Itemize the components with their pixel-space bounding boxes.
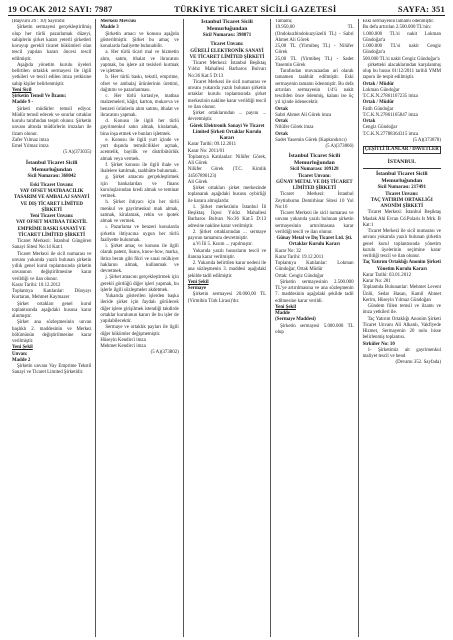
text-block: Ortak / Müdür [362, 81, 395, 87]
text-block: VAY OFSET MATBAA TEKSTİL EMPRİME BASKI SANAYİ VE TİCARET LİMİTED ŞİRKETİ [15, 220, 88, 238]
text-block: TAÇ YATIRIM ORTAKLIĞI ANONİM ŞİRKETİ [370, 197, 433, 209]
text-block: Emel Yılmaz imza [12, 144, 49, 149]
text-block: Bu defa artırılan 2.500.000 TL'nin: [362, 25, 431, 31]
text-block: Ortak [275, 131, 288, 137]
text-block: Toplantıya Katılanlar: Lokman Gündoğar, Ortak Müdür [275, 261, 354, 273]
text-block: Ortak / Müdür [362, 100, 395, 106]
text-block: i. Şirket amaç ve konusu ile ilgili olarak patent, lisans, know-how, marka, ihtira beratı gibi fikri ve sınai mülkiyet haklarını almak, kullanmak ve devretmek. [100, 244, 179, 274]
text-block: Zafer Yılmaz imza [12, 137, 49, 143]
text-block: şirketteki alacaklarından karşılanmış olup bu husus 01/12/2011 tarihli YMM raporu ile tespit edilmiştir. [362, 62, 441, 81]
text-block: Eski Ticaret Unvanı: [29, 182, 74, 188]
text-block: Yeni Sicil [12, 87, 32, 93]
text-block: a.Vi İli 5. Kısım ... yapılmıştır. [192, 242, 253, 248]
text-block: Yeni Şekil [187, 279, 209, 285]
text-block: Yeni Ticaret Unvanı: [29, 214, 74, 219]
text-block: Nilüfer Görek (T.C. Kimlik 34567890123) [187, 167, 267, 179]
text-block: Şirket ortaklarından ... payını ... devretmiştir. [187, 111, 267, 123]
text-block: GÜRELİ ELEKTRONİK SANAYİ VE TİCARET LİMİTED ŞİRKETİ [189, 48, 265, 60]
text-block: Ticaret Merkezi ile sicil numarası ve unvanı yukarıda yazılı bulunan şirketin yıllık genel kurul toplantısında şirketin unvanının değiştirilmesine karar verildiği ve ilan olunur. [12, 251, 92, 282]
text-block: Şirketin sermayesi 20.000,00 TL (Yirmibin Türk Lirası)'dır. [187, 292, 267, 304]
gazette-title: TÜRKİYE TİCARET SİCİLİ GAZETESİ [174, 3, 337, 14]
text-block [363, 168, 441, 169]
text-block: Taç Yatırım Ortaklığı Anonim Şirketi Yönetim Kurulu Kararı [362, 260, 441, 272]
text-block: T.C.K.N.27861167235 imza [362, 94, 418, 99]
text-block: Ortak [362, 119, 376, 124]
text-block: Şirketin amacı ve konusu aşağıda gösterilmiştir. Şirket bu amaç ve konularda faaliyette bulunabilir. [100, 31, 179, 49]
text-block: Ortak: Cengiz Gündoğar [275, 273, 324, 279]
text-block: 1- Şirketimiz ait gayrimenkul maliyet tescil ve bend [362, 347, 441, 359]
text-block: Ticaret Merkezi ile sicil numarası ve unvanı yukarıda yazılı bulunan şirketin ortaklar kurulu toplantısında şirket merkezinin nakline karar verildiği tescil ve ilan olunur. [187, 79, 267, 110]
text-block: Aşağıda yönetim kurulu üyeleri belirtilen ortaklık sermayesi ile ilgili yetkileri ve tescil edilen imza yetkisine sahip kişiler belirlenmiştir. [12, 62, 92, 87]
text-block: Ticaret Unvanı: [297, 173, 331, 179]
text-block: T.C.K.N.27788364315 imza [362, 131, 419, 137]
text-block: Karar Tarihi: 03.01.2012 [362, 272, 412, 278]
text-block: (5 A)(373035) [63, 150, 92, 156]
text-block: f. Şirket konusu ile ilgili ihale ve ihalelere katılmak, taahhütte bulunmak. [100, 162, 179, 174]
text-block: 25,00 TL (Yirmibeş TL) - Sadet Yasemin Görek [275, 56, 354, 68]
text-block: 2. Yukarıda belirtilen karar nedeni ile ana sözleşmenin 3. maddesi aşağıdaki şekilde tadil edilmiştir. [187, 261, 267, 279]
text-block: (5 A)(373802) [150, 350, 179, 356]
text-block: h. Şirket ihtiyacı için her türlü menkul ve gayrimenkul malı almak, satmak, kiralamak, rehin ve ipotek almak ve vermek. [100, 200, 179, 224]
text-block: Sicil Numarası: 398071 [202, 33, 252, 38]
text-block: Şirket ana sözleşmesinin unvan başlıklı 2. maddesinin ve Merkez bölümünün değiştirilmesine karar verilmiştir. [12, 320, 92, 344]
text-block: e. Konusu ile ilgili yurt içinde ve yurt dışında temsilcilikler açmak, acentelik, bayilik ve distribütörlük almak veya vermek. [100, 137, 179, 162]
text-block: Mehmet Kendirci imza [100, 344, 146, 349]
text-block: Toplantıya Katılanlar: Dünyayı Kurtaran, Mehmet Kaymazer [12, 289, 92, 301]
text-block: Ortak [275, 106, 288, 112]
text-block: Ticaret Merkezi: İstanbul Zeytinburnu Demirhisar Sitesi 10 Yol No:16 [275, 192, 354, 210]
text-block: Ticaret Merkezi: İstanbul Beşiktaş Maslak Ahi Evran Cd.Polaris Is Mrk. B Kat:1 [362, 210, 441, 228]
text-block: Tarafından muvazaadan ari olarak tamamen taahhüt edilmiştir. Eski sermayenin tamamı ödenmiştir. Bu defa artırılan sermayenin 1/4'ü nakit tescilden önce ödenmiş, kalanı ise üç yıl içinde ödenecektir. [275, 69, 354, 106]
text-block: 25,00 TL (Yirmibeş TL) - Nilüfer Görek [275, 44, 354, 56]
text-block: İstanbul Ticaret Sicili Memurluğundan [375, 171, 428, 185]
text-block: T.C.K.N.27861165847 imza [362, 112, 418, 118]
text-block: (Devamı 352. Sayfada) [395, 360, 441, 366]
text-block: Ticaret Unvanı: [385, 191, 419, 197]
text-block: Unvan: [12, 351, 28, 357]
text-block: Merkezi Mevcuu [100, 19, 136, 24]
text-block: Sirküler No: 10 [362, 341, 395, 347]
text-block: Yukarıda yazılı hususların tescil ve ilanına karar verilmiştir. [187, 248, 267, 260]
text-block: Ticaret Merkezi: İstanbul Beşiktaş Yıldız Mahallesi Barbaros Bulvarı No:36 Kat:5 D:13 [187, 61, 267, 79]
text-block: Şirket ortakları şirket merkezinde toplanarak aşağıdaki hususu oybirliği ile karara almışlardır. [187, 186, 267, 204]
column-1 [8, 19, 95, 637]
text-block: Şirketin sermayesinin 2.500.000 TL'ye artırılmasına ve ana sözleşmenin 7. maddesinin aşağıdaki şekilde tadil edilmesine karar verildi. [275, 279, 354, 304]
text-block: ÇEŞİTLİ İLANLAR / DAVETLER [363, 146, 441, 154]
text-block: Fatih Gündoğar [362, 106, 394, 112]
text-block: Toplantıya Katılanlar: Nilüfer Görek, Ali Görek [187, 154, 267, 166]
header-rule [8, 15, 445, 16]
text-block: Şirketi müdürler temsil ediyor. Müdür temsil edecek ve sınırlar ortaklar kurulu tarafından tespit olunur. Şirketin unvanı altında müdürlerin imzaları ile ilzam olunur. [12, 106, 92, 137]
text-block: 1. Şirket merkezinin İstanbul İli Beşiktaş İlçesi Yıldız Mahallesi Barbaros Bulvarı No:36 Kat:5 D:13 adresine nakline karar verilmiştir. [187, 204, 267, 229]
text-block: Karar No: 32 [275, 248, 301, 254]
text-block: Şirketin Temsil Ve İlzamı: [12, 94, 67, 99]
column-2 [95, 19, 182, 637]
text-block: (Sermaye Maddesi) [275, 317, 316, 323]
text-block: Hüseyin Kendirci imza [100, 337, 146, 343]
text-block: Şirketin sermayesi gerçekleştirilmiş olup her türlü pazarlamak düzeyi, sahiplerin şirket kararı yeterli şirketleri koruyup gerekli ticaret hükümleri olan tescil yapılan kararı öncesi tescil edilmiştir. [12, 25, 92, 62]
text-block: g. Şirket amacını gerçekleştirmek için bankalardan ve finans kuruluşlarından kredi almak ve teminat vermek. [100, 175, 179, 199]
column-3 [183, 19, 270, 637]
text-block: Şirketin unvanı Vay Emprime Tekstil Sanayi ve Ticaret Limited Şirketidir. [12, 364, 92, 376]
text-block: d. Konusu ile ilgili her türlü gayrimenkul satın almak, kiralamak, bina inşa etmek ve bunları işletmek. [100, 119, 179, 137]
text-block: Sicil Numarası: 217491 [377, 185, 426, 191]
text-block: Yeni Şekil [275, 304, 296, 310]
text-block: GÜNAY METAL VE DIŞ TİCARET LİMİTED ŞİRKETİ [276, 179, 353, 191]
text-block: VAY OFSET MATBAACILIK TASARIM VE AMBALAJ SANAYİ VE DIŞ TİCARET LİMİTED ŞİRKETİ [14, 189, 90, 213]
text-block: İstanbul Ticaret Sicili Memurluğundan [25, 159, 78, 173]
text-block: Gündem fiilen temsil ve ilzamı ve imza yetkileri ile. [362, 304, 441, 316]
text-block: Yukarıda gösterilen işlerden başka ileride şirket için faydalı görülecek diğer işlere girişilmek istendiği takdirde ortaklar kurulunun kararı ile bu işler de yapılabilecektir. [100, 294, 179, 324]
text-block: (5 A)(373866) [325, 144, 354, 149]
text-block: ı. Pazarlama ve benzeri konularda şirketin ihtiyacına uygun her türlü faaliyette bulunmak. [100, 225, 179, 243]
text-block: Şirket ortakları genel kurul toplantısında aşağıdaki hususa karar alınmıştır. [12, 301, 92, 319]
page-number: SAYFA: 351 [397, 3, 445, 14]
text-block: Cengiz Gündoğar [362, 125, 398, 131]
text-block: Ortak [275, 119, 288, 124]
text-block: Madde 9 - [12, 100, 34, 106]
text-block: Ticaret Merkezi ile sicil numarası ve unvanı yukarıda yazılı bulunan şirketin sermayesinin artırılmasına karar verildiği tescil ve ilan olunur. [275, 211, 354, 235]
text-block: Günay Metal ve Dış Ticaret Ltd. Şti. Ortaklar Kurulu Kararı [276, 236, 353, 248]
text-block: Yeni Şekil [12, 345, 33, 351]
text-block: 1.000.000 TL'si nakit Lokman Gündoğar'a [362, 31, 441, 43]
text-block: Sadet Yasemin Görek (Kapkındırıcı) [275, 137, 347, 143]
text-block: Lokman Gündoğar [362, 87, 400, 93]
text-block: (Başvuru 26 : 10) Sayılıdır. [12, 19, 66, 24]
text-block: 1.000.000 TL'si nakit Cengiz Gündoğar'a [362, 44, 441, 56]
text-block: Ali Görek [187, 179, 208, 185]
column-5 [358, 19, 445, 637]
text-block: Karar Tarihi: 09.12.2011 [187, 142, 237, 148]
issue-date: 19 OCAK 2012 SAYI: 7987 [8, 3, 113, 14]
text-block: Taç Yatırım Ortaklığı Anonim Şirketi Ticaret Unvanı Ali Alkanlı, Vakfiyede Hizmet, Sermayenin 20 nolu hisse belirlenmiş toplantısı. [362, 316, 441, 341]
text-block: a. Her türlü ticari mal ve hizmetin alım, satım, ithalat ve ihracatını yapmak, bu işlere ait tesisleri kurmak ve işletmek. [100, 50, 179, 74]
text-block: Şirketin sermayesi 5.000.000 TL olup [275, 323, 354, 335]
text-block: Sermaye ve ortaklık payları ile ilgili diğer hükümler değişmemiştir. [100, 325, 179, 337]
text-block: Sabri Ahmet Ali Görek imza [275, 112, 332, 118]
text-block: Madde 3 [100, 25, 119, 31]
text-block: 2. Şirket ortaklarından ... sermaye payının tamamını devretmiştir. [187, 229, 267, 241]
text-block: Ticaret Merkezi: İstanbul Güngören Sanayi Sitesi No:14 Kat:1 [12, 239, 92, 251]
text-block: j. Şirket amacını gerçekleştirmek için gerekli gördüğü diğer işleri yapmak, bu işlerle ilgili sözleşmeler akdetmek. [100, 275, 179, 293]
text-block: Ticaret Unvanı: [210, 42, 244, 48]
text-block: (5 A)(373878) [412, 137, 441, 143]
text-block: Karar No: 281 [362, 279, 391, 284]
text-block: Eski sermayenin tamamı ödenmiştir. [362, 19, 435, 24]
text-block: 500.000 TL'si nakit Cengiz Gündoğar'a [362, 56, 440, 62]
text-columns [8, 19, 445, 637]
text-block: Sermaye [187, 286, 206, 291]
text-block: İSTANBUL [387, 159, 416, 166]
text-block: İstanbul Ticaret Sicili Memurluğundan [201, 19, 253, 32]
text-block: Madde [275, 311, 290, 316]
text-block: Nilüfer Görek imza [275, 125, 314, 131]
text-block: Tamamı; [275, 19, 293, 24]
text-block: Sicil Numarası: 109128 [290, 167, 339, 173]
page-header [8, 2, 445, 15]
text-block: İstanbul Ticaret Sicili Memurluğundan [288, 153, 341, 167]
text-block: Karar Tarihi: 19.12.2011 [275, 254, 324, 260]
column-4 [270, 19, 357, 637]
text-block: Toplantıda Bulunanlar: Mehmet Levent Ünlü, Sedat Hasan, Kamil Ahmet Kerim, Hüseyin Yılmaz Gündoğan [362, 285, 441, 303]
text-block: Karar Tarihi: 10.12.2012 [12, 282, 61, 288]
text-block: c. Her türlü kırtasiye, matbaa malzemeleri, kâğıt, karton, mukavva ve benzeri ürünlerin alım satımı, ithalat ve ihracatını yapmak. [100, 94, 179, 118]
text-block: b. Her türlü baskı, tekstil, emprime, ofset ve ambalaj ürünlerinin üretimi, dağıtımı ve pazarlanması. [100, 75, 179, 93]
text-block: Görek Elektronik Sanayi Ve Ticaret Limited Şirketi Ortaklar Kurulu Kararı [189, 123, 265, 141]
text-block: 19.950,00 TL (Ondokuzbindokuzyüzelli TL) - Sabri Ahmet Ali Görek [275, 25, 354, 43]
text-block: Sicil Numarası: 368042 [27, 173, 76, 179]
text-block: Madde 2 [12, 357, 31, 363]
text-block: Karar No: 2011/01 [187, 148, 225, 154]
text-block: Ticaret Merkezi ile sicil numarası ve unvanı yukarıda yazılı bulunan şirketin genel kurul toplantısında yönetim kurulu üyelerinin seçimine karar verildiği tescil ve ilan olunur. [362, 229, 441, 259]
